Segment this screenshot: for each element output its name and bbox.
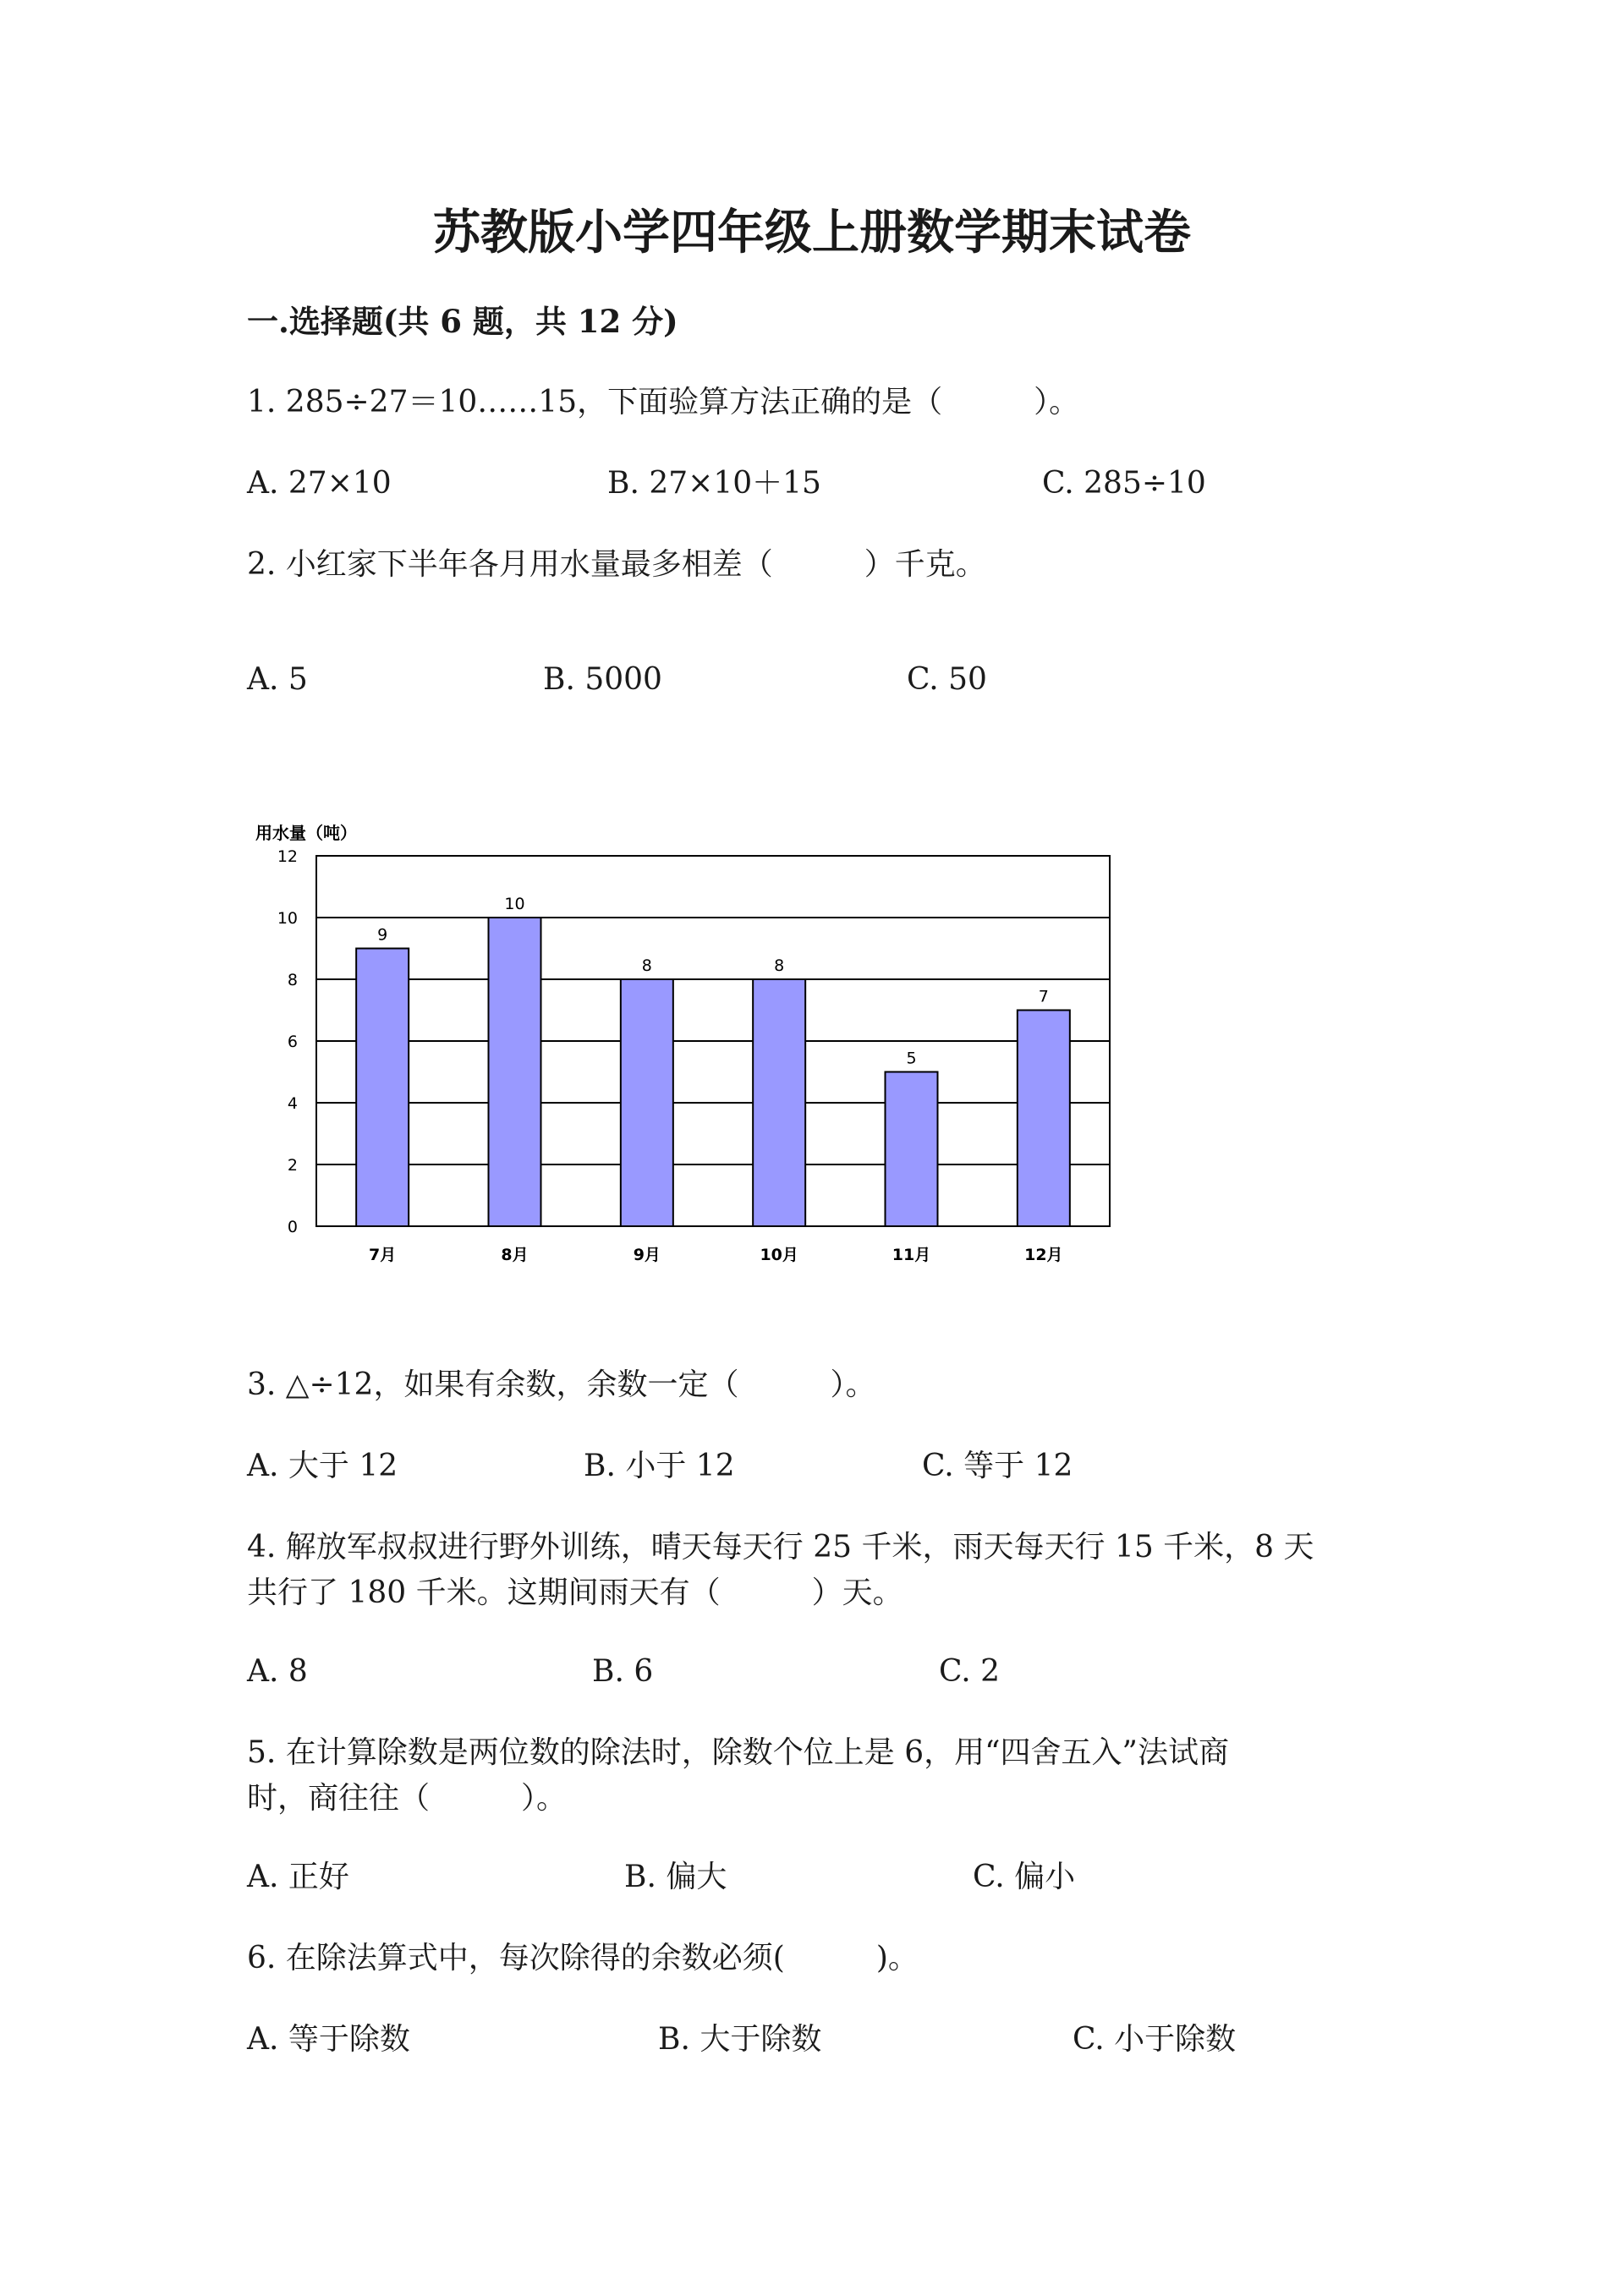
section-heading: 一.选择题(共 6 题，共 12 分) [247, 303, 678, 340]
bar-value-label: 5 [906, 1049, 917, 1068]
q3-option-a: A. 大于 12 [247, 1449, 398, 1483]
question-3-stem: 3. △÷12，如果有余数，余数一定（ ）。 [247, 1367, 876, 1402]
y-tick-label: 4 [287, 1094, 298, 1113]
q5-option-a: A. 正好 [247, 1860, 349, 1894]
question-5-stem-line-1: 5. 在计算除数是两位数的除法时，除数个位上是 6，用“四舍五入”法试商 [247, 1735, 1229, 1770]
question-4-stem-line-2: 共行了 180 千米。这期间雨天有（ ）天。 [247, 1575, 903, 1610]
bar [621, 979, 673, 1226]
x-tick-label: 11月 [892, 1246, 931, 1264]
q6-option-a: A. 等于除数 [247, 2022, 410, 2057]
bar-value-label: 7 [1038, 987, 1049, 1006]
bar [1018, 1011, 1070, 1227]
question-4-stem-line-1: 4. 解放军叔叔进行野外训练，晴天每天行 25 千米，雨天每天行 15 千米，8 天 [247, 1530, 1314, 1564]
bar-value-label: 8 [641, 956, 652, 975]
q5-option-b: B. 偏大 [624, 1860, 727, 1894]
q3-option-b: B. 小于 12 [584, 1449, 735, 1483]
y-tick-label: 12 [277, 847, 298, 866]
bar-value-label: 9 [377, 925, 388, 945]
water-usage-bar-chart [245, 814, 1125, 1279]
bar-value-label: 8 [774, 956, 785, 975]
q6-option-b: B. 大于除数 [658, 2022, 822, 2057]
q4-option-b: B. 6 [592, 1654, 654, 1689]
q4-option-a: A. 8 [247, 1654, 308, 1689]
q2-option-b: B. 5000 [543, 662, 662, 697]
q4-option-c: C. 2 [939, 1654, 1001, 1689]
question-2-stem: 2. 小红家下半年各月用水量最多相差（ ）千克。 [247, 547, 986, 582]
q1-option-c: C. 285÷10 [1042, 466, 1206, 501]
page-title: 苏教版小学四年级上册数学期末试卷 [433, 205, 1191, 260]
q2-option-c: C. 50 [907, 662, 987, 697]
y-tick-label: 0 [287, 1218, 298, 1236]
bar [886, 1072, 938, 1227]
bar [489, 918, 541, 1226]
question-5-stem-line-2: 时，商往往（ ）。 [247, 1781, 568, 1816]
q2-option-a: A. 5 [247, 662, 308, 697]
q6-option-c: C. 小于除数 [1073, 2022, 1237, 2057]
x-tick-label: 10月 [760, 1246, 798, 1264]
q1-option-a: A. 27×10 [247, 466, 392, 501]
question-6-stem: 6. 在除法算式中，每次除得的余数必须( )。 [247, 1941, 919, 1975]
bar-value-label: 10 [504, 895, 525, 913]
bar [753, 979, 805, 1226]
y-tick-label: 2 [287, 1156, 298, 1175]
y-axis-label: 用水量（吨） [255, 823, 357, 843]
x-tick-label: 9月 [633, 1246, 661, 1264]
q5-option-c: C. 偏小 [973, 1860, 1076, 1894]
question-1-stem: 1. 285÷27＝10……15，下面验算方法正确的是（ ）。 [247, 385, 1080, 419]
x-tick-label: 12月 [1024, 1246, 1063, 1264]
x-tick-label: 8月 [501, 1246, 529, 1264]
bar [356, 949, 409, 1227]
q3-option-c: C. 等于 12 [922, 1449, 1073, 1483]
y-tick-label: 6 [287, 1033, 298, 1051]
y-tick-label: 10 [277, 909, 298, 928]
y-tick-label: 8 [287, 971, 298, 989]
q1-option-b: B. 27×10＋15 [607, 466, 821, 501]
x-tick-label: 7月 [369, 1246, 397, 1264]
